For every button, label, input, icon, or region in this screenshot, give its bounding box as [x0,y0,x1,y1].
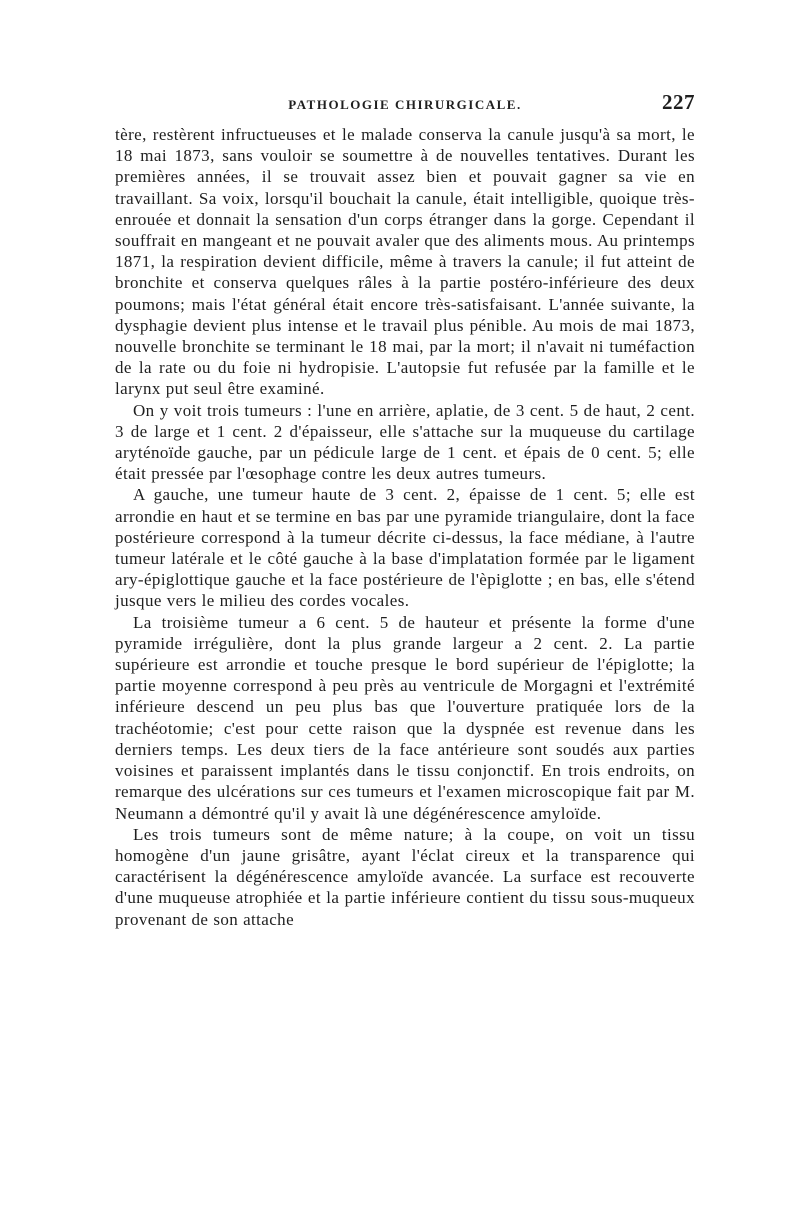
paragraph-third-tumour: La troisième tumeur a 6 cent. 5 de hauteur et présente la forme d'une pyramide irrégulière, dont la plus grande largeur a 2 cent. 2. La partie supérieure est arrondie et touche presque le bord supérieur de l'épiglotte; la partie moyenne correspond à peu près au ventricule de Morgagni et l'extrémité inférieure descend un peu plus bas que l'ouverture pratiquée lors de la trachéotomie; c'est pour cette raison que la dyspnée est revenue dans les derniers temps. Les deux tiers de la face antérieure sont soudés aux parties voisines et paraissent implantés dans le tissu conjonctif. En trois endroits, on remarque des ulcérations sur ces tumeurs et l'examen microscopique fait par M. Neumann a démontré qu'il y avait là une dégénérescence amyloïde. [115,612,695,823]
paragraph-left-tumour: A gauche, une tumeur haute de 3 cent. 2, épaisse de 1 cent. 5; elle est arrondie en haut et se termine en bas par une pyramide triangulaire, dont la face postérieure correspond à la tumeur décrite ci-dessus, la face médiane, à l'autre tumeur latérale et le côté gauche à la base d'implatation formée par le ligament ary-épiglottique gauche et la face postérieure de l'èpiglotte ; en bas, elle s'étend jusque vers le milieu des cordes vocales. [115,485,695,611]
paragraph-tumour-nature: Les trois tumeurs sont de même nature; à la coupe, on voit un tissu homogène d'un jaune grisâtre, ayant l'éclat cireux et la transparence qui caractérisent la dégénérescence amyloïde avancée. La surface est recouverte d'une muqueuse atrophiée et la partie inférieure contient du tissu sous-muqueux provenant de son attache [115,824,695,929]
paragraph-three-tumours: On y voit trois tumeurs : l'une en arrière, aplatie, de 3 cent. 5 de haut, 2 cent. 3 de large et 1 cent. 2 d'épaisseur, elle s'attache sur la muqueuse du cartilage aryténoïde gauche, par un pédicule large de 1 cent. et épais de 0 cent. 5; elle était pressée par l'œsophage contre les deux autres tumeurs. [115,400,695,484]
running-title: PATHOLOGIE CHIRURGICALE. [288,97,522,112]
body-text [115,124,695,930]
page-number: 227 [662,90,695,114]
page-header [115,92,695,122]
paragraph-continued: tère, restèrent infructueuses et le malade conserva la canule jusqu'à sa mort, le 18 mai 1873, sans vouloir se soumettre à de nouvelles tentatives. Durant les premières années, il se trouvait assez bien et pouvait gagner sa vie en travaillant. Sa voix, lorsqu'il bouchait la canule, était intelligible, quoique très-enrouée et donnait la sensation d'un corps étranger dans la gorge. Cependant il souffrait en mangeant et ne pouvait avaler que des aliments mous. Au printemps 1871, la respiration devient difficile, même à travers la canule; il fut atteint de bronchite et conserva quelques râles à la partie postéro-inférieure des deux poumons; mais l'état général était encore très-satisfaisant. L'année suivante, la dysphagie devient plus intense et le travail plus pénible. Au mois de mai 1873, nouvelle bronchite se terminant le 18 mai, par la mort; il n'avait ni tuméfaction de la rate ou du foie ni hydropisie. L'autopsie fut refusée par la famille et le larynx put seul être examiné. [115,125,695,399]
